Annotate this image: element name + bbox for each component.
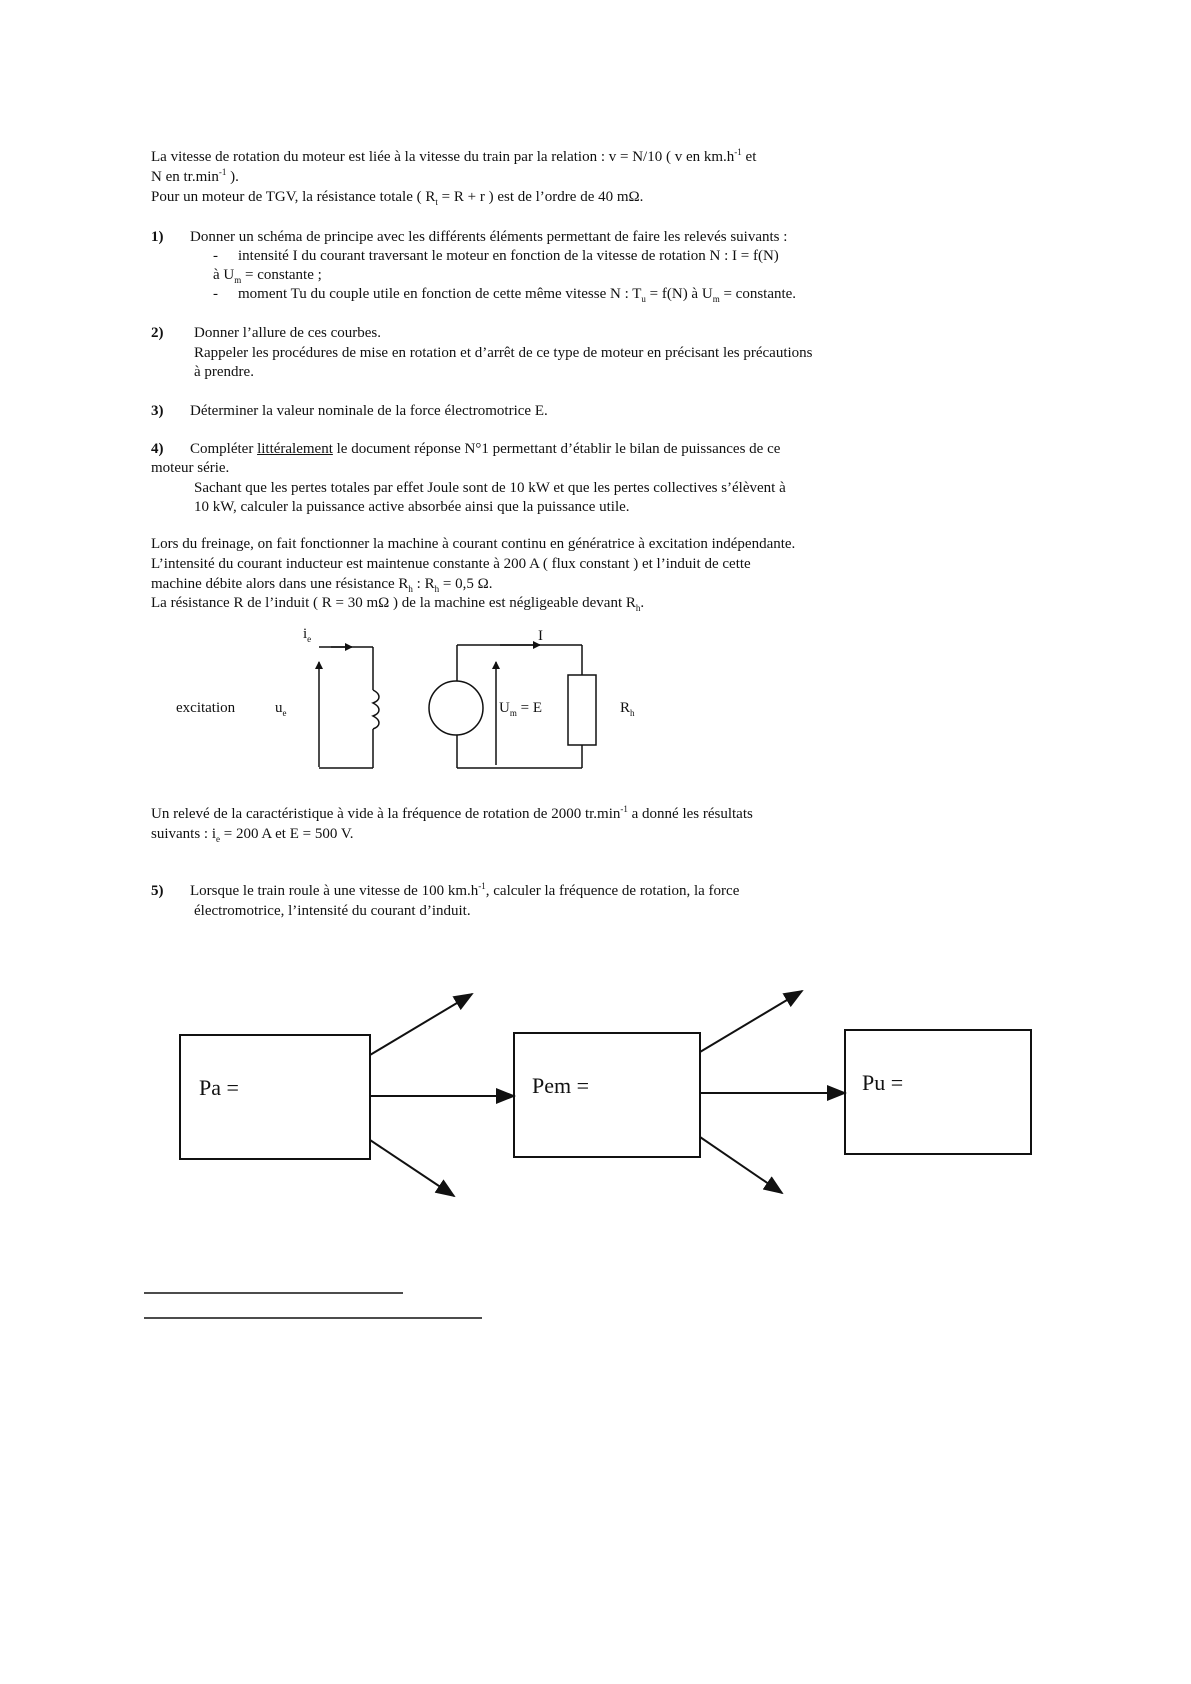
q5-number: 5) (151, 883, 164, 899)
intro-line-3: Pour un moteur de TGV, la résistance totale ( $R_t = R + r$ ) est de l’ordre de 40 mΩ. (151, 189, 644, 207)
arrow-pem-loss-up (700, 991, 802, 1052)
q1-bullet-2: moment Tu du couple utile en fonction de cette même vitesse N : $T_u = f(N)$ à $U_m$ = constante. (238, 286, 797, 304)
braking-line-4: La résistance R de l’induit ( R = 30 mΩ ) de la machine est négligeable devant $R_h$. (151, 595, 645, 613)
q4-line-4: 10 kW, calculer la puissance active absorbée ainsi que la puissance utile. (194, 499, 630, 515)
inductor-coil (373, 690, 379, 729)
ue-label: $u_e$ (275, 700, 287, 718)
q3-text: Déterminer la valeur nominale de la force électromotrice E. (190, 403, 548, 419)
q4-line-2: moteur série. (151, 460, 230, 476)
braking-line-2: L’intensité du courant inducteur est maintenue constante à 200 A ( flux constant ) et l’induit de cette (151, 556, 751, 572)
q1-bullet-1-cont: à $U_m$ = constante ; (213, 267, 322, 285)
braking-line-3: machine débite alors dans une résistance $R_h$ : $R_h = 0,5$ Ω. (151, 576, 493, 594)
q3-number: 3) (151, 403, 164, 419)
power-balance-diagram (180, 991, 1031, 1196)
box-pem-label: Pem = (532, 1073, 590, 1098)
q1-bullet-2-dash: - (213, 286, 218, 302)
arrow-pem-loss-down (700, 1137, 782, 1193)
box-pu-label: Pu = (862, 1070, 904, 1095)
q5-line-1: Lorsque le train roule à une vitesse de 100 $km.h^{-1}$, calculer la fréquence de rotation, la force (190, 881, 740, 899)
q1-text: Donner un schéma de principe avec les différents éléments permettant de faire les relevés suivants : (190, 229, 788, 245)
q4-line-3: Sachant que les pertes totales par effet Joule sont de 10 kW et que les pertes collectives s’élèvent à (194, 480, 786, 496)
rh-label: $R_h$ (620, 700, 635, 718)
excitation-label: excitation (176, 700, 236, 716)
noload-line-2: suivants : $i_e = 200$ A et E = 500 V. (151, 826, 354, 844)
generator-symbol (429, 681, 483, 735)
q1-bullet-1: intensité I du courant traversant le moteur en fonction de la vitesse de rotation N : I = f(N) (238, 248, 779, 264)
excitation-circuit (319, 647, 379, 768)
q1-bullet-1-dash: - (213, 248, 218, 264)
q5-line-2: électromotrice, l’intensité du courant d’induit. (194, 903, 471, 919)
box-pa-label: Pa = (199, 1075, 239, 1100)
ie-label: $i_e$ (303, 626, 312, 644)
q2-line-3: à prendre. (194, 364, 254, 380)
noload-line-1: Un relevé de la caractéristique à vide à la fréquence de rotation de 2000 $tr.\min^{-1}$ a donné les résultats (151, 804, 753, 822)
q1-number: 1) (151, 229, 164, 245)
arrow-pa-loss-up (370, 994, 472, 1055)
resistor-rh (568, 675, 596, 745)
intro-line-2: N en $tr.\min^{-1}$ ). (151, 167, 239, 185)
arrow-pa-loss-down (370, 1140, 454, 1196)
q4-line-1: Compléter littéralement le document réponse N°1 permettant d’établir le bilan de puissances de ce (190, 441, 781, 457)
q2-line-1: Donner l’allure de ces courbes. (194, 325, 382, 341)
q2-line-2: Rappeler les procédures de mise en rotation et d’arrêt de ce type de moteur en précisant les précautions (194, 345, 813, 361)
braking-line-1: Lors du freinage, on fait fonctionner la machine à courant continu en génératrice à excitation indépendante. (151, 536, 796, 552)
q2-number: 2) (151, 325, 164, 341)
intro-line-1: La vitesse de rotation du moteur est liée à la vitesse du train par la relation : v = N/10 ( v en $km.h^{-1}$ et (151, 147, 757, 165)
q4-number: 4) (151, 441, 164, 457)
I-label: I (538, 628, 543, 644)
um-equals-e-label: $U_m = E$ (499, 700, 542, 718)
